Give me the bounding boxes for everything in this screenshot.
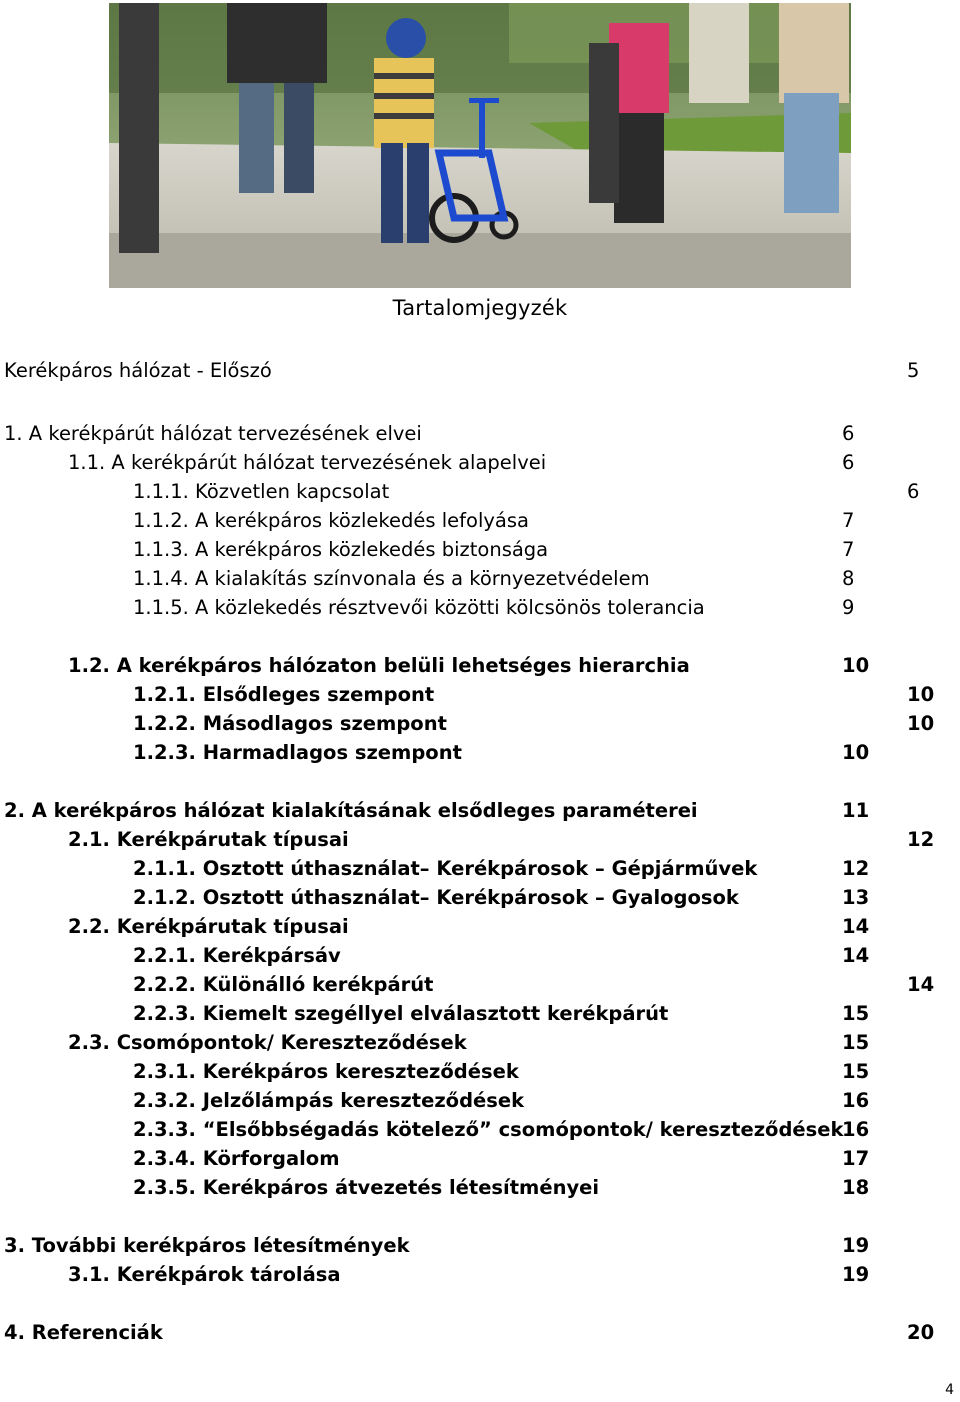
toc-page-number: 12 bbox=[907, 828, 935, 851]
toc-page-number: 16 bbox=[842, 1118, 870, 1141]
toc-entry[interactable]: 2.3.1. Kerékpáros kereszteződések bbox=[133, 1060, 519, 1083]
toc-entry[interactable]: 2.2.1. Kerékpársáv bbox=[133, 944, 341, 967]
toc-entry[interactable]: 2.3.5. Kerékpáros átvezetés létesítményei bbox=[133, 1176, 600, 1199]
toc-page-number: 7 bbox=[842, 509, 855, 532]
toc-entry[interactable]: 1.1.1. Közvetlen kapcsolat bbox=[133, 480, 390, 503]
toc-page-number: 19 bbox=[842, 1234, 870, 1257]
toc-entry[interactable]: 2. A kerékpáros hálózat kialakításának elsődleges paraméterei bbox=[4, 799, 698, 822]
toc-entry[interactable]: 3. További kerékpáros létesítmények bbox=[4, 1234, 410, 1257]
toc-page-number: 10 bbox=[842, 741, 870, 764]
toc-entry[interactable]: 1.2. A kerékpáros hálózaton belüli lehetséges hierarchia bbox=[68, 654, 690, 677]
toc-page-number: 18 bbox=[842, 1176, 870, 1199]
toc-entry[interactable]: 2.1. Kerékpárutak típusai bbox=[68, 828, 349, 851]
toc-entry[interactable]: 1.1.3. A kerékpáros közlekedés biztonsága bbox=[133, 538, 549, 561]
toc-entry[interactable]: 2.2.3. Kiemelt szegéllyel elválasztott kerékpárút bbox=[133, 1002, 669, 1025]
toc-entry[interactable]: 1.1. A kerékpárút hálózat tervezésének alapelvei bbox=[68, 451, 547, 474]
toc-entry[interactable]: 2.2.2. Különálló kerékpárút bbox=[133, 973, 434, 996]
header-photo bbox=[109, 3, 851, 288]
toc-entry[interactable]: 3.1. Kerékpárok tárolása bbox=[68, 1263, 341, 1286]
toc-page-number: 14 bbox=[842, 944, 870, 967]
toc-page-number: 17 bbox=[842, 1147, 870, 1170]
toc-entry[interactable]: 2.3.4. Körforgalom bbox=[133, 1147, 340, 1170]
toc-page-number: 6 bbox=[907, 480, 920, 503]
toc-title: Tartalomjegyzék bbox=[392, 296, 568, 320]
toc-page-number: 7 bbox=[842, 538, 855, 561]
toc-entry[interactable]: 1.2.1. Elsődleges szempont bbox=[133, 683, 435, 706]
toc-page-number: 5 bbox=[907, 359, 920, 382]
toc-entry[interactable]: 2.3. Csomópontok/ Kereszteződések bbox=[68, 1031, 467, 1054]
toc-page-number: 10 bbox=[842, 654, 870, 677]
toc-page-number: 20 bbox=[907, 1321, 935, 1344]
toc-page-number: 15 bbox=[842, 1002, 870, 1025]
toc-page-number: 16 bbox=[842, 1089, 870, 1112]
toc-page-number: 9 bbox=[842, 596, 855, 619]
toc-page-number: 10 bbox=[907, 712, 935, 735]
page-number: 4 bbox=[945, 1382, 954, 1398]
toc-entry[interactable]: 2.1.1. Osztott úthasználat– Kerékpárosok – Gépjárművek bbox=[133, 857, 758, 880]
toc-page-number: 12 bbox=[842, 857, 870, 880]
toc-entry[interactable]: 1.2.2. Másodlagos szempont bbox=[133, 712, 447, 735]
toc-page-number: 15 bbox=[842, 1031, 870, 1054]
toc-entry[interactable]: Kerékpáros hálózat - Előszó bbox=[4, 359, 272, 382]
toc-page-number: 14 bbox=[907, 973, 935, 996]
toc-page-number: 11 bbox=[842, 799, 870, 822]
toc-entry[interactable]: 1.1.2. A kerékpáros közlekedés lefolyása bbox=[133, 509, 529, 532]
toc-page-number: 6 bbox=[842, 422, 855, 445]
photo-child-with-bicycle-icon bbox=[109, 3, 851, 288]
toc-page-number: 13 bbox=[842, 886, 870, 909]
toc-entry[interactable]: 1.2.3. Harmadlagos szempont bbox=[133, 741, 462, 764]
toc-page-number: 10 bbox=[907, 683, 935, 706]
toc-entry[interactable]: 4. Referenciák bbox=[4, 1321, 163, 1344]
toc-entry[interactable]: 1.1.5. A közlekedés résztvevői közötti kölcsönös tolerancia bbox=[133, 596, 705, 619]
toc-page-number: 19 bbox=[842, 1263, 870, 1286]
toc-entry[interactable]: 2.3.3. “Elsőbbségadás kötelező” csomópontok/ kereszteződések bbox=[133, 1118, 844, 1141]
toc-page-number: 15 bbox=[842, 1060, 870, 1083]
toc-entry[interactable]: 1. A kerékpárút hálózat tervezésének elvei bbox=[4, 422, 422, 445]
toc-entry[interactable]: 2.3.2. Jelzőlámpás kereszteződések bbox=[133, 1089, 525, 1112]
toc-entry[interactable]: 1.1.4. A kialakítás színvonala és a környezetvédelem bbox=[133, 567, 650, 590]
toc-page-number: 14 bbox=[842, 915, 870, 938]
toc-page-number: 8 bbox=[842, 567, 855, 590]
toc-entry[interactable]: 2.2. Kerékpárutak típusai bbox=[68, 915, 349, 938]
toc-entry[interactable]: 2.1.2. Osztott úthasználat– Kerékpárosok – Gyalogosok bbox=[133, 886, 739, 909]
toc-page-number: 6 bbox=[842, 451, 855, 474]
